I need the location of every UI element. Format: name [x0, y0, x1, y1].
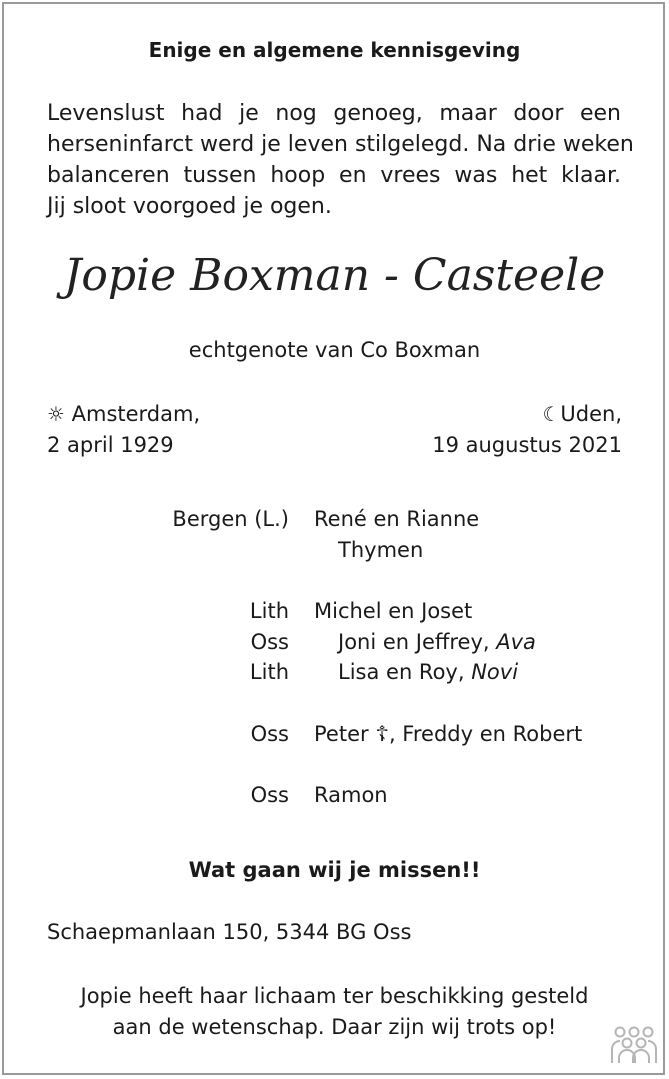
deceased-name: Jopie Boxman - Casteele [63, 250, 606, 301]
closing-note [0, 981, 669, 1043]
intro-line: herseninfarct werd je leven stilgelegd. Na drie weken [47, 132, 634, 157]
sun-icon: ☼ [47, 402, 65, 426]
spouse-subtitle: echtgenote van Co Boxman [188, 338, 481, 362]
family-names: Lisa en Roy, Novi [338, 660, 519, 684]
family-names: Ramon [314, 783, 388, 807]
family-names: Peter ☦, Freddy en Robert [314, 722, 583, 746]
birth-date: 2 april 1929 [47, 433, 174, 457]
address: Schaepmanlaan 150, 5344 BG Oss [47, 920, 412, 944]
intro-line: balanceren tussen hoop en vrees was het klaar. [47, 163, 621, 188]
intro-line: Levenslust had je nog genoeg, maar door een [47, 101, 621, 126]
family-place: Lith [249, 599, 289, 623]
family-place: Bergen (L.) [172, 507, 289, 531]
grandchild-name: Novi [471, 660, 519, 684]
intro-line: Jij sloot voorgoed je ogen. [47, 194, 332, 219]
death-info [432, 399, 622, 461]
intro-paragraph [47, 98, 634, 222]
family-names: Michel en Joset [314, 599, 473, 623]
note-line: aan de wetenschap. Daar zijn wij trots op! [112, 1015, 557, 1039]
birth-info [47, 399, 200, 461]
family-names: René en Rianne [314, 507, 480, 531]
notice-heading: Enige en algemene kennisgeving [148, 38, 521, 62]
closing-line: Wat gaan wij je missen!! [188, 858, 481, 882]
family-place: Oss [250, 722, 289, 746]
people-group-icon [608, 1025, 660, 1065]
death-place: Uden, [560, 402, 622, 426]
cross-icon: ☦ [375, 722, 389, 746]
family-place: Lith [249, 660, 289, 684]
note-line: Jopie heeft haar lichaam ter beschikking gesteld [80, 984, 589, 1008]
family-place: Oss [250, 630, 289, 654]
family-names: Joni en Jeffrey, Ava [338, 630, 536, 654]
birth-place: Amsterdam, [71, 402, 201, 426]
grandchild-name: Ava [496, 630, 536, 654]
death-date: 19 augustus 2021 [432, 433, 622, 457]
family-place: Oss [250, 783, 289, 807]
moon-icon: ☾ [542, 402, 561, 426]
family-names: Thymen [338, 538, 424, 562]
